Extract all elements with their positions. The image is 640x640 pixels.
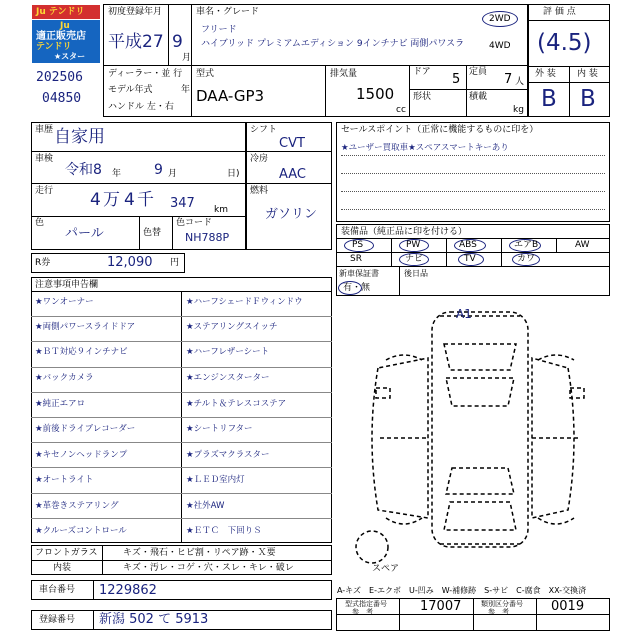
car-right-rear-wheel [538,518,574,524]
inspection-year-unit: 年 [112,169,122,179]
history-label: 車歴 [35,125,54,135]
eval-score: (4.5) [537,30,592,56]
equipment-label: 装備品（純正品に印を付ける） [341,227,468,237]
fuel-value: ガソリン [265,207,318,222]
car-hood [444,344,516,370]
logo-text-2: Ju [60,21,70,31]
shift-value: CVT [279,136,305,151]
logo-text-4: テンドリ [36,42,72,52]
car-diagram [336,298,610,583]
inspection-day-unit: 日) [227,169,240,179]
car-outline-svg [336,298,610,583]
note-right-4: ★エンジンスターター [186,373,270,383]
chassis-label: 車台番号 [39,585,76,595]
note-left-7: ★キセノンヘッドランプ [35,450,128,460]
mileage-rest: 347 [170,196,195,211]
equip-tv: TV [464,254,476,264]
note-right-1: ★ハーフシェードＦウィンドウ [186,297,303,307]
notes-row-divider [31,392,332,393]
recycle-unit: 円 [170,258,180,268]
handle-label: ハンドル 左・右 [108,102,174,112]
logo-text-1: Ju テンドリ [36,7,85,17]
equip-abs: ABS [459,240,477,250]
notes-label: 注意事項申告欄 [35,280,99,290]
mileage-unit: km [214,205,228,215]
color-code-label: 色コード [176,218,213,228]
drive-2wd: 2WD [489,14,511,24]
interior-cond-label: 内装 [53,563,72,573]
dealer-label: ディーラー・並 行 [108,69,183,79]
note-left-3: ★ＢＴ対応９インチナビ [35,347,128,357]
shape-label: 形状 [413,92,432,102]
notes-row-divider [31,417,332,418]
class-ref-label: 参 考 [488,608,509,616]
designation-ref-label: 参 考 [352,608,373,616]
logo-text-3: 適正販売店 [36,31,86,42]
warranty-label: 新車保証書 [339,269,379,278]
notes-row-divider [31,493,332,494]
sales-points-label: セールスポイント（正常に機能するものに印を） [341,125,539,135]
mileage-sen-unit: 千 [137,190,154,210]
load-unit: kg [513,105,524,115]
note-left-2: ★両側パワースライドドア [35,322,136,332]
color-label: 色 [35,218,45,228]
first-reg-label: 初度登録年月 [108,7,163,17]
note-right-5: ★チルト＆テレスコステア [186,399,287,409]
note-left-1: ★ワンオーナー [35,297,94,307]
interior-label: 内 装 [577,69,598,79]
warranty-value: 有・無 [343,283,371,293]
note-left-8: ★オートライト [35,475,94,485]
inspection-month: 9 [154,162,163,178]
plate-label: 登録番号 [39,615,76,625]
car-name: フリード [201,25,237,35]
sales-points-box [336,122,610,222]
car-tailgate [444,502,516,530]
chassis-box [31,580,332,600]
first-reg-era: 平成27 [108,32,164,52]
lot-number: 202506 [36,70,83,85]
exterior-label: 外 装 [535,69,556,79]
equip-ps: PS [352,240,364,250]
capacity-value: 7 [504,72,513,87]
note-left-9: ★革巻きステアリング [35,501,119,511]
note-right-8: ★ＬＥＤ室内灯 [186,475,245,485]
front-glass-text: キズ・飛石・ヒビ割・リペア跡・Ｘ要 [123,548,276,558]
car-right-front-wheel [538,355,574,360]
lot-sub-number: 04850 [42,91,82,106]
mileage-sen: 4 [124,190,135,210]
notes-row-divider [31,518,332,519]
mileage-man: 4 [90,190,101,210]
history-value: 自家用 [54,127,105,147]
color-change-label: 色替 [143,228,162,238]
damage-mark-a1: A1 [456,307,472,321]
spare-tire-outline [356,531,388,563]
notes-row-divider [31,316,332,317]
equip-leather: カワ [517,254,536,264]
car-rear-window [446,468,514,494]
car-left-mirror [376,388,390,398]
interior-grade: B [580,86,596,112]
class-label: 類別区分番号 [481,600,523,608]
equip-sr: SR [350,254,362,264]
fuel-label: 燃料 [250,186,269,196]
header-box [103,4,528,117]
notes-row-divider [31,467,332,468]
exterior-grade: B [541,86,557,112]
doors-value: 5 [452,72,461,87]
type-value: DAA-GP3 [196,87,265,105]
ac-value: AAC [279,167,306,182]
notes-row-divider [31,442,332,443]
logo-text-5: ★スター [54,52,86,61]
inspection-label: 車検 [35,154,54,164]
equip-pw: PW [406,240,421,250]
shift-label: シフト [250,125,278,135]
recycle-value: 12,090 [107,255,153,270]
mileage-label: 走行 [35,186,54,196]
designation-value: 17007 [420,599,462,614]
car-roof [432,312,528,547]
notes-row-divider [31,341,332,342]
note-left-4: ★バックカメラ [35,373,94,383]
front-glass-label: フロントガラス [35,548,98,558]
chassis-number: 1229862 [99,583,157,598]
plate-number: 新潟 502 て 5913 [99,612,209,627]
note-right-6: ★シートリフター [186,424,253,434]
logo [32,5,100,63]
name-grade-label: 車名・グレード [196,7,260,17]
mileage-man-unit: 万 [103,190,120,210]
displacement-unit: cc [396,105,406,115]
displacement-label: 排気量 [330,69,358,79]
designation-label: 型式指定番号 [345,600,387,608]
interior-cond-text: キズ・汚レ・コゲ・穴・スレ・キレ・破レ [123,563,294,573]
inspection-era: 令和8 [65,162,102,178]
capacity-label: 定員 [469,67,488,77]
note-right-7: ★プラズマクラスター [186,450,270,460]
color-value: パール [65,226,104,241]
color-code-value: NH788P [185,231,230,244]
note-left-10: ★クルーズコントロール [35,526,127,536]
equip-airbag: エアB [514,240,539,250]
recycle-label: R券 [35,258,51,268]
eval-label: 評 価 点 [543,7,576,17]
note-right-2: ★ステアリングスイッチ [186,322,278,332]
equip-navi: ナビ [405,254,424,264]
car-grade: ハイブリッド プレミアムエディション 9インチナビ 両側パワスラ [201,39,465,49]
ac-label: 冷房 [250,154,269,164]
note-left-5: ★純正エアロ [35,399,86,409]
car-left-front-wheel [386,355,422,360]
model-year-label: モデル年式 [108,85,153,95]
capacity-unit: 人 [515,77,525,87]
note-right-10: ★ＥＴＣ 下回りＳ [186,526,262,536]
type-label: 型式 [196,69,215,79]
note-left-6: ★前後ドライブレコーダー [35,424,136,434]
sales-point-1: ★ユーザー買取車★スペアスマートキーあり [341,143,509,153]
car-left-rear-wheel [386,518,422,524]
car-windshield [446,378,514,406]
class-value: 0019 [551,599,585,614]
note-right-3: ★ハーフレザーシート [186,347,270,357]
first-reg-month-unit: 月 [182,53,192,63]
displacement-value: 1500 [356,85,395,103]
drive-4wd: 4WD [489,41,511,51]
model-year-unit: 年 [181,85,191,95]
doors-label: ドア [413,67,431,77]
equip-aw: AW [575,240,590,250]
first-reg-month: 9 [172,32,183,52]
note-label: 後日品 [404,269,428,278]
damage-legend: A-キズ E-エクボ U-凹み W-補修跡 S-サビ C-腐食 XX-交換済 [337,586,587,595]
inspection-month-unit: 月 [168,169,178,179]
note-right-9: ★社外AW [186,501,225,511]
notes-row-divider [31,367,332,368]
spare-label: スペア [372,564,400,574]
load-label: 積載 [469,92,488,102]
